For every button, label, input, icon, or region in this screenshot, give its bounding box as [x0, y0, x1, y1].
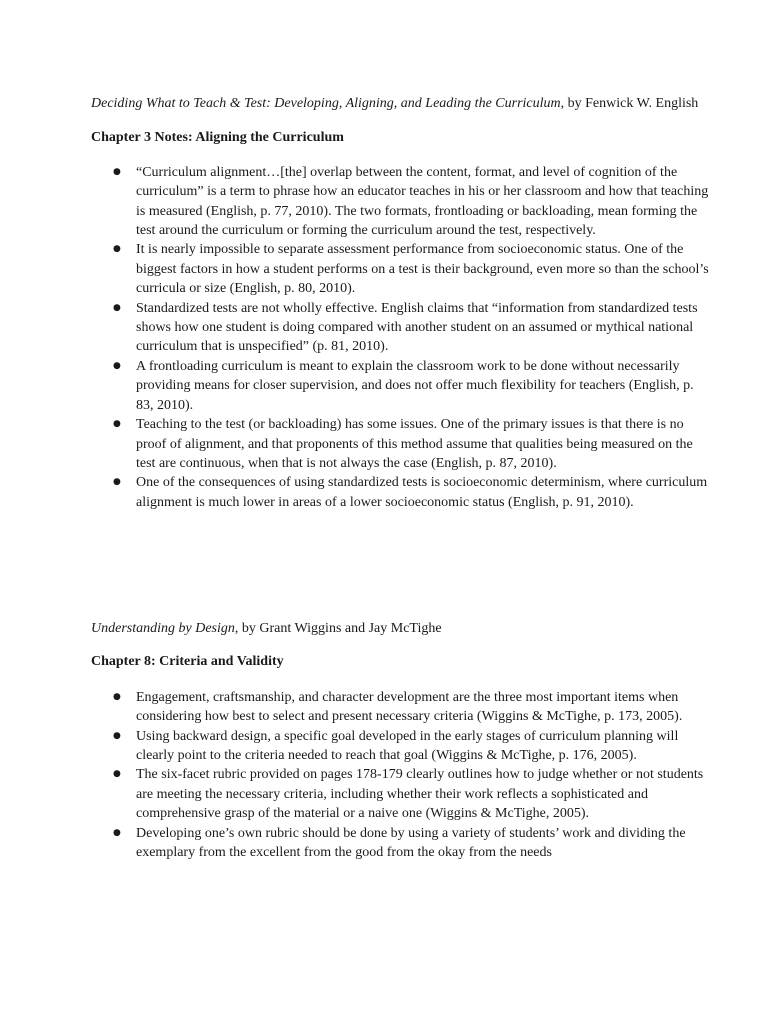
book-byline: , by Grant Wiggins and Jay McTighe: [234, 621, 442, 636]
list-item: [91, 688, 711, 727]
note-text: Developing one’s own rubric should be done by using a variety of students’ work and dividing the exemplary from the excellent from the good from the okay from the needs: [136, 825, 686, 861]
bullet-icon: ●: [113, 166, 121, 177]
book-citation: [91, 619, 711, 638]
book-section-english: [91, 94, 711, 512]
list-item: [91, 824, 711, 863]
note-text: It is nearly impossible to separate assessment performance from socioeconomic status. One of the biggest factors in how a student performs on a test is their background, even more so than the school’s curricula or size (English, p. 80, 2010).: [136, 242, 709, 297]
bullet-icon: ●: [113, 244, 121, 255]
bullet-icon: ●: [113, 477, 121, 488]
note-text: One of the consequences of using standardized tests is socioeconomic determinism, where curriculum alignment is much lower in areas of a lower socioeconomic status (English, p. 91, 2010).: [136, 475, 708, 510]
note-text: Standardized tests are not wholly effective. English claims that “information from standardized tests shows how one student is doing compared with another student on an assumed or mythical national curriculum that is unspecified” (p. 81, 2010).: [136, 300, 698, 355]
list-item: [91, 357, 711, 415]
note-text: The six-facet rubric provided on pages 178-179 clearly outlines how to judge whether or not students are meeting the necessary criteria, including whether their work reflects a sophisticated and comprehensive grasp of the material or a naive one (Wiggins & McTighe, 2005).: [136, 767, 704, 822]
note-text: A frontloading curriculum is meant to explain the classroom work to be done without necessarily providing means for closer supervision, and does not offer much flexibility for teachers (English, p. 83, 2010).: [136, 358, 694, 413]
notes-list: [91, 688, 711, 863]
list-item: [91, 240, 711, 298]
note-text: “Curriculum alignment…[the] overlap between the content, format, and level of cognition of the curriculum” is a term to phrase how an educator teaches in his or her classroom and how that teaching is measured (English, p. 77, 2010). The two formats, frontloading or backloading, mean forming the test around the curriculum or forming the curriculum around the test, respectively.: [136, 164, 709, 239]
book-citation: [91, 94, 711, 113]
bullet-icon: ●: [113, 827, 121, 838]
bullet-icon: ●: [113, 302, 121, 313]
list-item: [91, 473, 711, 512]
note-text: Engagement, craftsmanship, and character development are the three most important items when considering how best to select and present necessary criteria (Wiggins & McTighe, p. 173, 2005).: [136, 689, 683, 725]
list-item: [91, 415, 711, 473]
chapter-heading: Chapter 3 Notes: Aligning the Curriculum: [91, 130, 344, 146]
list-item: [91, 727, 711, 766]
bullet-icon: ●: [113, 730, 121, 741]
bullet-icon: ●: [113, 769, 121, 780]
book-byline: , by Fenwick W. English: [560, 96, 699, 111]
note-text: Using backward design, a specific goal developed in the early stages of curriculum planning will clearly point to the criteria needed to reach that goal (Wiggins & McTighe, p. 176, 2005).: [136, 728, 679, 764]
list-item: [91, 163, 711, 241]
notes-list: [91, 163, 711, 512]
list-item: [91, 299, 711, 357]
book-title: Deciding What to Teach & Test: Developing, Aligning, and Leading the Curriculum: [91, 96, 561, 111]
book-title: Understanding by Design: [91, 621, 235, 636]
book-section-wiggins: [91, 619, 711, 862]
list-item: [91, 765, 711, 823]
bullet-icon: ●: [113, 419, 121, 430]
note-text: Teaching to the test (or backloading) has some issues. One of the primary issues is that there is no proof of alignment, and that proponents of this method assume that qualities being measured on the test are continuous, when that is not always the case (English, p. 87, 2010).: [136, 417, 693, 471]
bullet-icon: ●: [113, 691, 121, 702]
bullet-icon: ●: [113, 360, 121, 371]
chapter-heading: Chapter 8: Criteria and Validity: [91, 654, 284, 670]
